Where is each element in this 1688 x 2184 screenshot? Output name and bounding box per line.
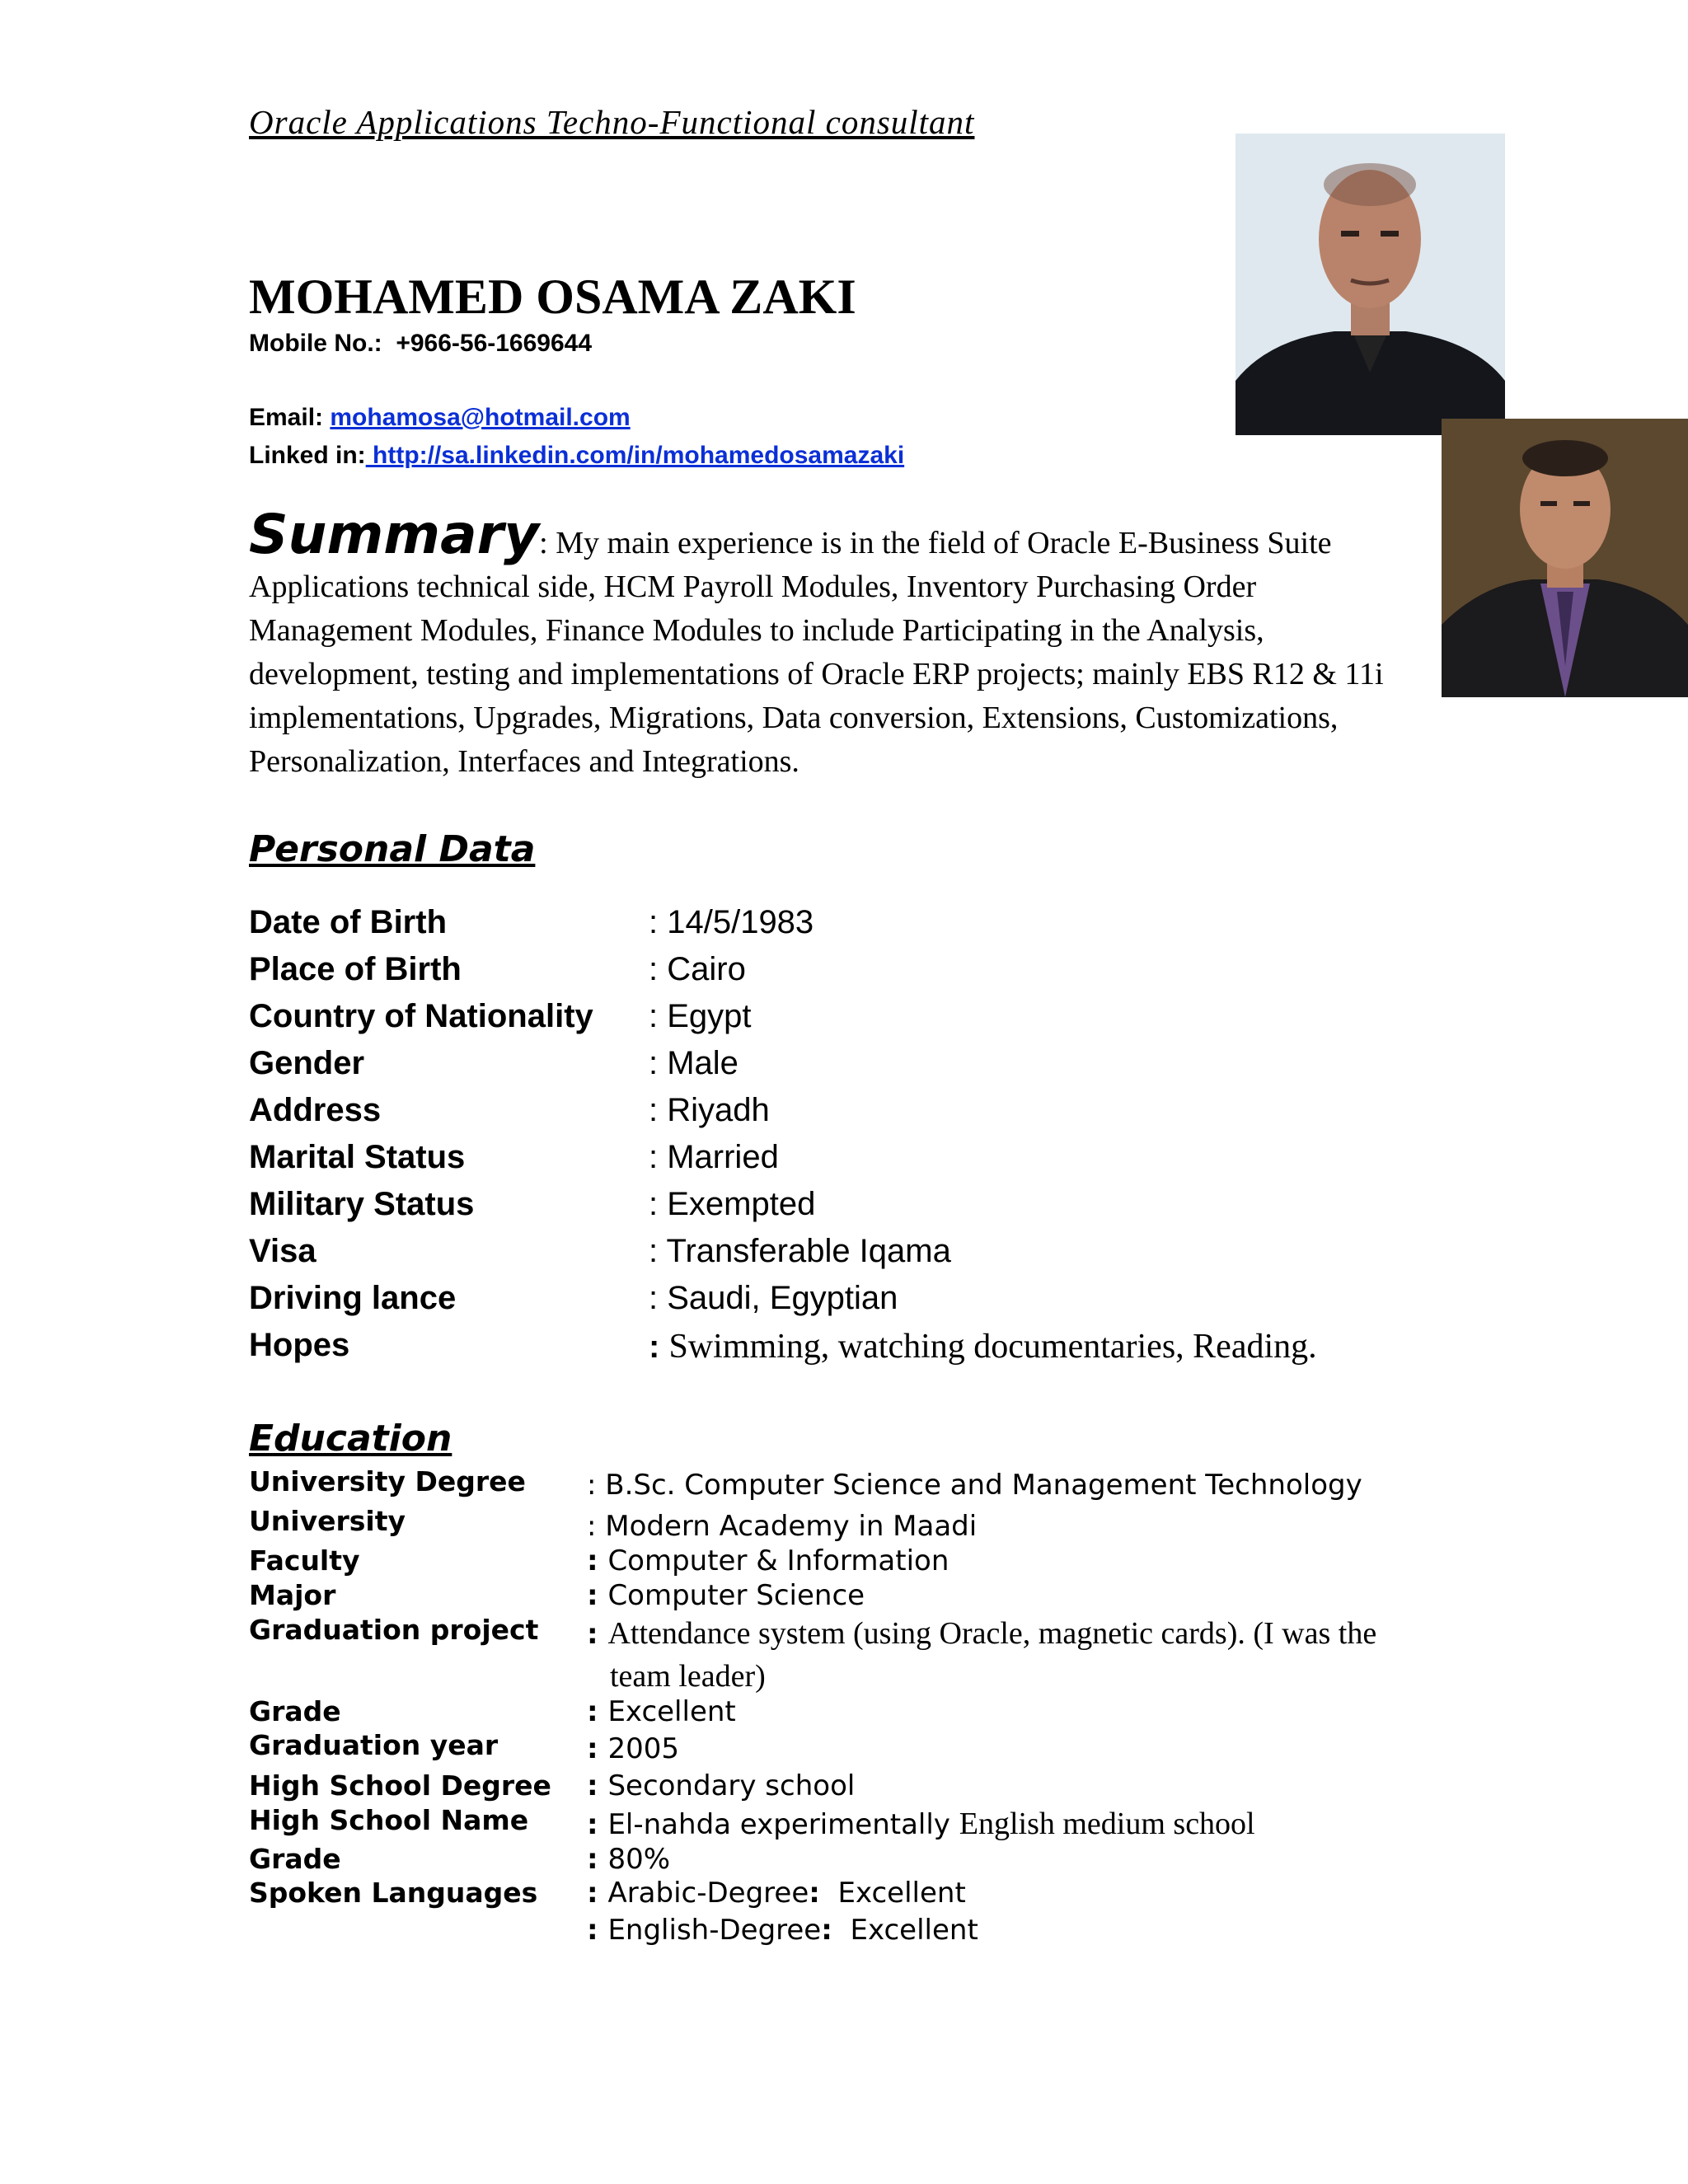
linkedin-line: [249, 442, 904, 470]
arabic-degree-value: Excellent: [837, 1877, 966, 1910]
high-school-name-text-2: English medium school: [959, 1807, 1255, 1841]
spoken-languages-label: Spoken Languages: [249, 1877, 538, 1909]
nationality-value: : Egypt: [649, 998, 752, 1034]
personal-data-row: [249, 951, 1485, 998]
profile-photo-2-image: [1442, 419, 1688, 697]
university-degree-value: : B.Sc. Computer Science and Management Technology: [587, 1469, 1362, 1502]
high-school-degree-text: Secondary school: [607, 1769, 856, 1802]
education-heading: Education: [249, 1418, 452, 1460]
school-grade-label: Grade: [249, 1843, 341, 1875]
major-text: Computer Science: [607, 1579, 865, 1612]
major-label: Major: [249, 1579, 336, 1611]
arabic-language-value: : Arabic-Degree: Excellent: [587, 1877, 966, 1910]
faculty-label: Faculty: [249, 1544, 360, 1577]
personal-data-row: [249, 1280, 1485, 1327]
military-status-value: : Exempted: [649, 1186, 816, 1222]
visa-value: : Transferable Iqama: [649, 1233, 951, 1269]
driving-license-label: Driving lance: [249, 1280, 457, 1316]
high-school-degree-label: High School Degree: [249, 1769, 551, 1802]
personal-data-heading: Personal Data: [249, 828, 536, 870]
grade-label: Grade: [249, 1695, 341, 1727]
driving-license-value: : Saudi, Egyptian: [649, 1280, 898, 1316]
arabic-degree-label: Arabic-Degree: [607, 1877, 809, 1910]
graduation-project-text: Attendance system (using Oracle, magnetic cards). (I was the: [607, 1616, 1377, 1651]
school-grade-text: 80%: [607, 1843, 671, 1876]
profile-photo-2: [1442, 419, 1688, 697]
place-of-birth-value: : Cairo: [649, 951, 746, 987]
english-degree-value: Excellent: [850, 1914, 978, 1947]
personal-data-row: [249, 1092, 1485, 1139]
university-value: : Modern Academy in Maadi: [587, 1510, 978, 1543]
linkedin-label: Linked in:: [249, 442, 366, 469]
english-degree-label: English-Degree: [607, 1914, 822, 1947]
high-school-degree-value: : Secondary school: [587, 1769, 856, 1802]
hopes-label: Hopes: [249, 1327, 350, 1363]
english-language-value: : English-Degree: Excellent: [587, 1914, 978, 1947]
faculty-value: : Computer & Information: [587, 1544, 950, 1577]
faculty-text: Computer & Information: [607, 1544, 950, 1577]
linkedin-link[interactable]: http://sa.linkedin.com/in/mohamedosamazaki: [365, 442, 905, 469]
address-value: : Riyadh: [649, 1092, 770, 1128]
graduation-project-text-2: team leader): [610, 1659, 766, 1694]
mobile-line: [249, 330, 592, 358]
email-line: [249, 404, 631, 432]
profile-photo-image: [1236, 134, 1505, 435]
full-name: MOHAMED OSAMA ZAKI: [249, 269, 856, 324]
mobile-value: +966-56-1669644: [396, 330, 593, 357]
grade-value: : Excellent: [587, 1695, 736, 1728]
graduation-year-text: 2005: [607, 1732, 679, 1765]
university-label: University: [249, 1505, 406, 1537]
email-link[interactable]: mohamosa@hotmail.com: [330, 404, 631, 431]
hopes-text: Swimming, watching documentaries, Reading.: [668, 1328, 1317, 1366]
military-status-label: Military Status: [249, 1186, 475, 1222]
gender-value: : Male: [649, 1045, 738, 1081]
graduation-year-label: Graduation year: [249, 1729, 499, 1761]
summary-heading: Summary: [249, 503, 540, 566]
nationality-label: Country of Nationality: [249, 998, 593, 1034]
personal-data-row: [249, 1233, 1485, 1280]
major-value: : Computer Science: [587, 1579, 865, 1612]
date-of-birth-label: Date of Birth: [249, 904, 447, 940]
marital-status-label: Marital Status: [249, 1139, 466, 1175]
personal-data-row: [249, 1327, 1485, 1374]
high-school-name-text: El-nahda experimentally: [607, 1808, 950, 1841]
profile-photo: [1236, 134, 1505, 435]
gender-label: Gender: [249, 1045, 365, 1081]
date-of-birth-value: : 14/5/1983: [649, 904, 814, 940]
high-school-name-label: High School Name: [249, 1804, 529, 1836]
school-grade-value: : 80%: [587, 1843, 671, 1876]
marital-status-value: : Married: [649, 1139, 779, 1175]
personal-data-row: [249, 1186, 1485, 1233]
personal-data-row: [249, 998, 1485, 1045]
email-label: Email:: [249, 404, 324, 431]
summary-text: : My main experience is in the field of Oracle E-Business Suite Applications technical side, HCM Payroll Modules, Inventory Purchasing Order Management Modules, Finance Modules to include Participating in the Analysis, development, testing and implementations of Oracle ERP projects; mainly EBS R12 & 11i implementations, Upgrades, Migrations, Data conversion, Extensions, Customizations, Personalization, Interfaces and Integrations.: [249, 526, 1384, 779]
place-of-birth-label: Place of Birth: [249, 951, 462, 987]
university-degree-label: University Degree: [249, 1465, 526, 1497]
graduation-year-value: : 2005: [587, 1732, 679, 1765]
graduation-project-label: Graduation project: [249, 1614, 539, 1646]
high-school-name-value: : El-nahda experimentally English medium school: [587, 1807, 1255, 1841]
mobile-label: Mobile No.:: [249, 330, 382, 357]
hopes-value: : Swimming, watching documentaries, Reading.: [649, 1328, 1317, 1366]
address-label: Address: [249, 1092, 382, 1128]
personal-data-row: [249, 1139, 1485, 1186]
graduation-project-value: : Attendance system (using Oracle, magnetic cards). (I was the: [587, 1616, 1377, 1651]
grade-text: Excellent: [607, 1695, 736, 1728]
summary-paragraph: [249, 503, 1419, 784]
visa-label: Visa: [249, 1233, 316, 1269]
job-title: Oracle Applications Techno-Functional consultant: [249, 103, 975, 141]
personal-data-row: [249, 1045, 1485, 1092]
personal-data-row: [249, 904, 1485, 951]
